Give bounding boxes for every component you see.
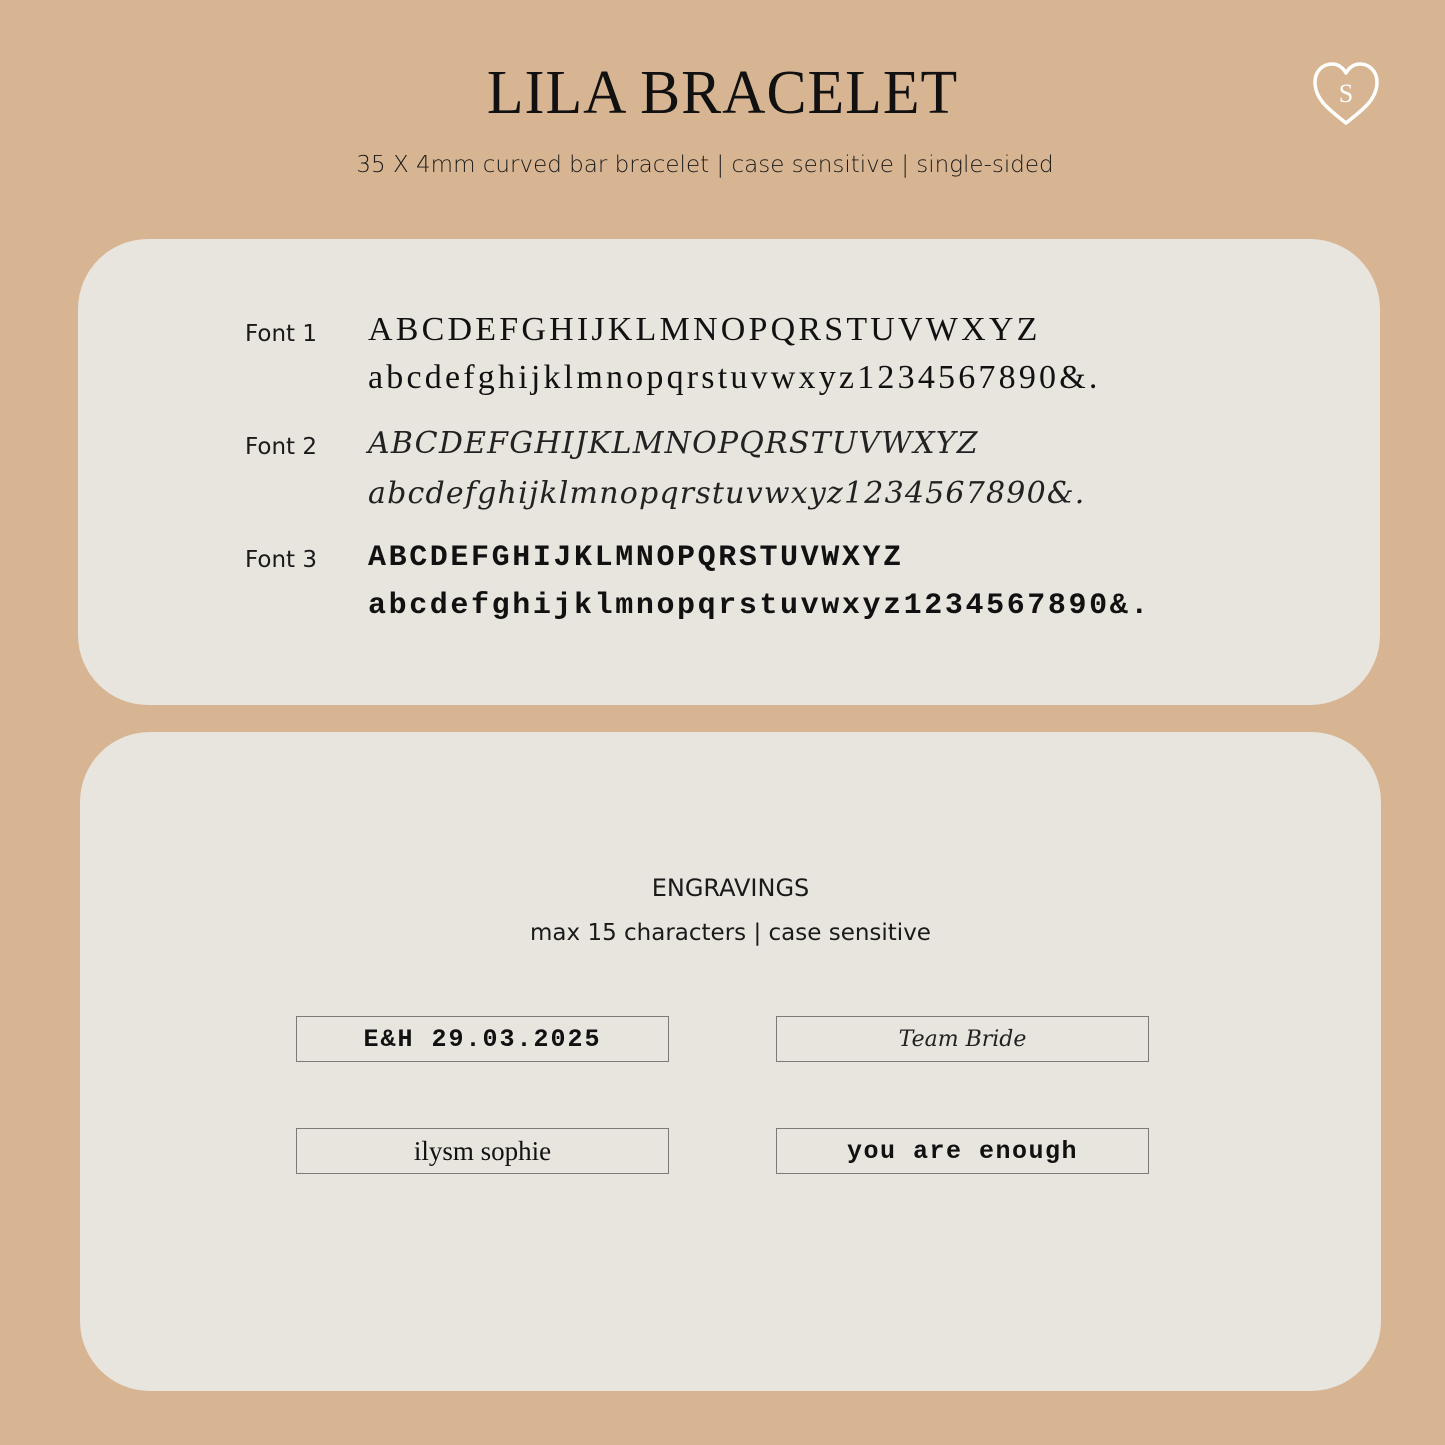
font-samples-card [78,239,1380,705]
engraving-example: Team Bride [776,1016,1149,1062]
engraving-example: E&H 29.03.2025 [296,1016,669,1062]
heart-logo-icon [1310,60,1382,128]
font-3-lowercase: abcdefghijklmnopqrstuvwxyz1234567890&. [368,589,1151,623]
engraving-example: you are enough [776,1128,1149,1174]
font-label: Font 3 [245,547,318,573]
font-1-lowercase: abcdefghijklmnopqrstuvwxyz1234567890&. [368,359,1101,396]
engravings-card [80,732,1381,1391]
page-title: LILA BRACELET [486,57,959,127]
font-1-uppercase: ABCDEFGHIJKLMNOPQRSTUVWXYZ [368,311,1041,348]
logo-letter: S [1338,79,1354,108]
font-2-lowercase: abcdefghijklmnopqrstuvwxyz1234567890&. [368,476,1086,511]
engravings-subtitle: max 15 characters | case sensitive [530,920,931,946]
engraving-example: ilysm sophie [296,1128,669,1174]
font-label: Font 2 [245,434,318,460]
page-subtitle: 35 X 4mm curved bar bracelet | case sensitive | single-sided [356,152,1054,178]
font-3-uppercase: ABCDEFGHIJKLMNOPQRSTUVWXYZ [368,541,904,575]
engravings-title: ENGRAVINGS [651,874,810,902]
font-2-uppercase: ABCDEFGHIJKLMNOPQRSTUVWXYZ [368,426,979,461]
font-label: Font 1 [245,321,318,347]
